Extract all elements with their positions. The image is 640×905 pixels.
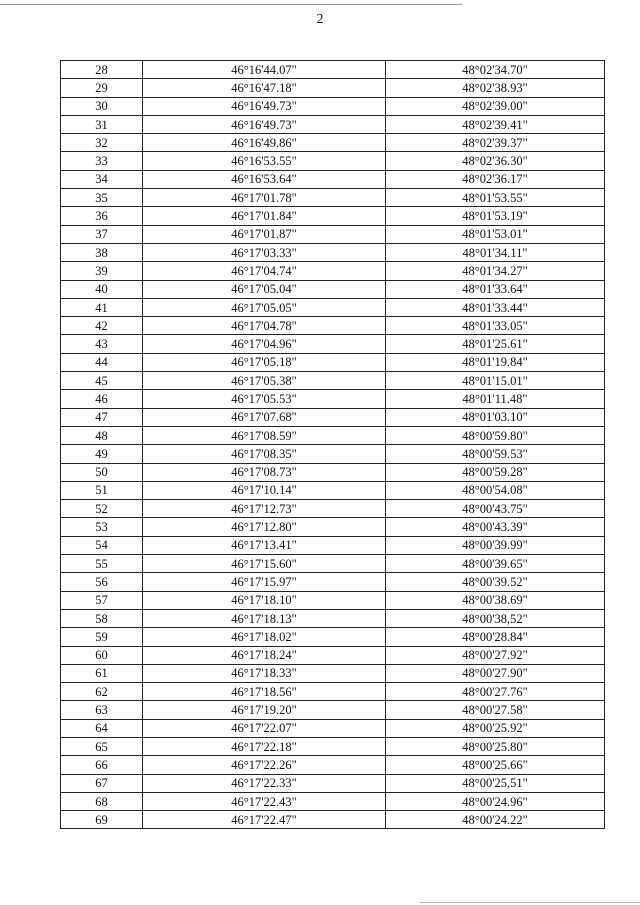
point-number-cell: 63 — [61, 701, 143, 719]
table-row — [61, 243, 605, 261]
table-row — [61, 372, 605, 390]
latitude-cell: 46°17'03.33" — [143, 243, 386, 261]
latitude-cell: 46°17'05.05" — [143, 298, 386, 316]
point-number-cell: 64 — [61, 719, 143, 737]
longitude-cell: 48°00'28.84" — [386, 628, 605, 646]
point-number-cell: 38 — [61, 243, 143, 261]
longitude-cell: 48°01'34.27" — [386, 262, 605, 280]
table-row — [61, 664, 605, 682]
latitude-cell: 46°16'49.73" — [143, 115, 386, 133]
latitude-cell: 46°17'08.73" — [143, 463, 386, 481]
table-row — [61, 774, 605, 792]
latitude-cell: 46°17'05.53" — [143, 390, 386, 408]
point-number-cell: 53 — [61, 518, 143, 536]
point-number-cell: 60 — [61, 646, 143, 664]
point-number-cell: 42 — [61, 317, 143, 335]
longitude-cell: 48°00'39.65" — [386, 555, 605, 573]
table-row — [61, 61, 605, 79]
latitude-cell: 46°16'53.55" — [143, 152, 386, 170]
point-number-cell: 58 — [61, 609, 143, 627]
point-number-cell: 32 — [61, 134, 143, 152]
table-row — [61, 335, 605, 353]
longitude-cell: 48°00'24.96" — [386, 792, 605, 810]
point-number-cell: 52 — [61, 500, 143, 518]
longitude-cell: 48°01'34.11" — [386, 243, 605, 261]
latitude-cell: 46°17'05.18" — [143, 353, 386, 371]
longitude-cell: 48°02'38.93" — [386, 79, 605, 97]
table-row — [61, 353, 605, 371]
point-number-cell: 67 — [61, 774, 143, 792]
table-row — [61, 280, 605, 298]
latitude-cell: 46°17'04.78" — [143, 317, 386, 335]
table-row — [61, 189, 605, 207]
longitude-cell: 48°00'25.80" — [386, 737, 605, 755]
longitude-cell: 48°00'25.92" — [386, 719, 605, 737]
longitude-cell: 48°01'11.48" — [386, 390, 605, 408]
table-row — [61, 683, 605, 701]
point-number-cell: 29 — [61, 79, 143, 97]
table-row — [61, 701, 605, 719]
longitude-cell: 48°01'15.01" — [386, 372, 605, 390]
latitude-cell: 46°17'04.96" — [143, 335, 386, 353]
latitude-cell: 46°17'15.60" — [143, 555, 386, 573]
point-number-cell: 69 — [61, 811, 143, 829]
latitude-cell: 46°17'01.84" — [143, 207, 386, 225]
latitude-cell: 46°16'53.64" — [143, 170, 386, 188]
longitude-cell: 48°00'59.53" — [386, 445, 605, 463]
point-number-cell: 50 — [61, 463, 143, 481]
longitude-cell: 48°01'03.10" — [386, 408, 605, 426]
coordinates-table-body — [61, 61, 605, 829]
longitude-cell: 48°01'53.19" — [386, 207, 605, 225]
point-number-cell: 49 — [61, 445, 143, 463]
table-row — [61, 573, 605, 591]
point-number-cell: 31 — [61, 115, 143, 133]
table-row — [61, 115, 605, 133]
latitude-cell: 46°16'49.73" — [143, 97, 386, 115]
point-number-cell: 62 — [61, 683, 143, 701]
point-number-cell: 54 — [61, 536, 143, 554]
longitude-cell: 48°02'39.41" — [386, 115, 605, 133]
table-row — [61, 207, 605, 225]
longitude-cell: 48°00'54.08" — [386, 481, 605, 499]
longitude-cell: 48°01'53.01" — [386, 225, 605, 243]
longitude-cell: 48°00'24.22" — [386, 811, 605, 829]
latitude-cell: 46°17'07.68" — [143, 408, 386, 426]
latitude-cell: 46°17'22.47" — [143, 811, 386, 829]
longitude-cell: 48°00'43.75" — [386, 500, 605, 518]
table-row — [61, 170, 605, 188]
longitude-cell: 48°00'39.99" — [386, 536, 605, 554]
latitude-cell: 46°17'19.20" — [143, 701, 386, 719]
table-row — [61, 426, 605, 444]
point-number-cell: 34 — [61, 170, 143, 188]
longitude-cell: 48°00'59.80" — [386, 426, 605, 444]
latitude-cell: 46°16'47.18" — [143, 79, 386, 97]
scan-bottom-edge-line — [420, 902, 640, 903]
table-row — [61, 408, 605, 426]
table-row — [61, 298, 605, 316]
point-number-cell: 57 — [61, 591, 143, 609]
table-row — [61, 317, 605, 335]
latitude-cell: 46°17'18.10" — [143, 591, 386, 609]
coordinates-table — [60, 60, 605, 829]
point-number-cell: 51 — [61, 481, 143, 499]
latitude-cell: 46°17'08.35" — [143, 445, 386, 463]
longitude-cell: 48°02'36.17" — [386, 170, 605, 188]
latitude-cell: 46°17'18.13" — [143, 609, 386, 627]
table-row — [61, 134, 605, 152]
latitude-cell: 46°17'22.26" — [143, 756, 386, 774]
table-row — [61, 609, 605, 627]
point-number-cell: 44 — [61, 353, 143, 371]
point-number-cell: 66 — [61, 756, 143, 774]
longitude-cell: 48°00'38,52" — [386, 609, 605, 627]
table-row — [61, 463, 605, 481]
table-row — [61, 737, 605, 755]
table-row — [61, 811, 605, 829]
longitude-cell: 48°00'27.92" — [386, 646, 605, 664]
point-number-cell: 39 — [61, 262, 143, 280]
latitude-cell: 46°17'04.74" — [143, 262, 386, 280]
latitude-cell: 46°17'01.87" — [143, 225, 386, 243]
page-number: 2 — [316, 12, 324, 27]
longitude-cell: 48°00'27.90" — [386, 664, 605, 682]
latitude-cell: 46°17'22.33" — [143, 774, 386, 792]
latitude-cell: 46°17'18.02" — [143, 628, 386, 646]
point-number-cell: 48 — [61, 426, 143, 444]
table-row — [61, 555, 605, 573]
table-row — [61, 719, 605, 737]
point-number-cell: 61 — [61, 664, 143, 682]
longitude-cell: 48°01'33.05" — [386, 317, 605, 335]
point-number-cell: 45 — [61, 372, 143, 390]
longitude-cell: 48°01'33.44" — [386, 298, 605, 316]
longitude-cell: 48°00'38.69" — [386, 591, 605, 609]
table-row — [61, 481, 605, 499]
point-number-cell: 33 — [61, 152, 143, 170]
latitude-cell: 46°17'18.33" — [143, 664, 386, 682]
latitude-cell: 46°17'18.56" — [143, 683, 386, 701]
point-number-cell: 30 — [61, 97, 143, 115]
latitude-cell: 46°17'22.43" — [143, 792, 386, 810]
latitude-cell: 46°16'49.86" — [143, 134, 386, 152]
point-number-cell: 47 — [61, 408, 143, 426]
point-number-cell: 41 — [61, 298, 143, 316]
latitude-cell: 46°17'05.04" — [143, 280, 386, 298]
table-row — [61, 79, 605, 97]
table-row — [61, 756, 605, 774]
point-number-cell: 68 — [61, 792, 143, 810]
table-row — [61, 262, 605, 280]
longitude-cell: 48°01'53.55" — [386, 189, 605, 207]
longitude-cell: 48°02'34.70" — [386, 61, 605, 79]
latitude-cell: 46°17'18.24" — [143, 646, 386, 664]
latitude-cell: 46°17'15.97" — [143, 573, 386, 591]
longitude-cell: 48°01'19.84" — [386, 353, 605, 371]
latitude-cell: 46°17'08.59" — [143, 426, 386, 444]
longitude-cell: 48°02'39.00" — [386, 97, 605, 115]
point-number-cell: 59 — [61, 628, 143, 646]
table-row — [61, 646, 605, 664]
latitude-cell: 46°17'22.07" — [143, 719, 386, 737]
latitude-cell: 46°17'13.41" — [143, 536, 386, 554]
table-row — [61, 500, 605, 518]
table-row — [61, 225, 605, 243]
longitude-cell: 48°02'36.30" — [386, 152, 605, 170]
longitude-cell: 48°00'27.58" — [386, 701, 605, 719]
point-number-cell: 43 — [61, 335, 143, 353]
point-number-cell: 46 — [61, 390, 143, 408]
longitude-cell: 48°01'33.64" — [386, 280, 605, 298]
latitude-cell: 46°17'12.73" — [143, 500, 386, 518]
table-row — [61, 792, 605, 810]
longitude-cell: 48°00'39.52" — [386, 573, 605, 591]
point-number-cell: 35 — [61, 189, 143, 207]
point-number-cell: 40 — [61, 280, 143, 298]
table-row — [61, 628, 605, 646]
point-number-cell: 65 — [61, 737, 143, 755]
longitude-cell: 48°00'43.39" — [386, 518, 605, 536]
longitude-cell: 48°00'27.76" — [386, 683, 605, 701]
latitude-cell: 46°16'44.07" — [143, 61, 386, 79]
latitude-cell: 46°17'22.18" — [143, 737, 386, 755]
latitude-cell: 46°17'12.80" — [143, 518, 386, 536]
table-row — [61, 97, 605, 115]
table-row — [61, 390, 605, 408]
longitude-cell: 48°02'39.37" — [386, 134, 605, 152]
longitude-cell: 48°01'25.61" — [386, 335, 605, 353]
point-number-cell: 55 — [61, 555, 143, 573]
latitude-cell: 46°17'05.38" — [143, 372, 386, 390]
table-row — [61, 518, 605, 536]
point-number-cell: 37 — [61, 225, 143, 243]
table-row — [61, 591, 605, 609]
table-row — [61, 445, 605, 463]
point-number-cell: 28 — [61, 61, 143, 79]
table-row — [61, 536, 605, 554]
point-number-cell: 36 — [61, 207, 143, 225]
longitude-cell: 48°00'25.66" — [386, 756, 605, 774]
point-number-cell: 56 — [61, 573, 143, 591]
scan-top-edge-line — [0, 4, 462, 5]
latitude-cell: 46°17'10.14" — [143, 481, 386, 499]
latitude-cell: 46°17'01.78" — [143, 189, 386, 207]
longitude-cell: 48°00'59.28" — [386, 463, 605, 481]
table-row — [61, 152, 605, 170]
longitude-cell: 48°00'25,51" — [386, 774, 605, 792]
